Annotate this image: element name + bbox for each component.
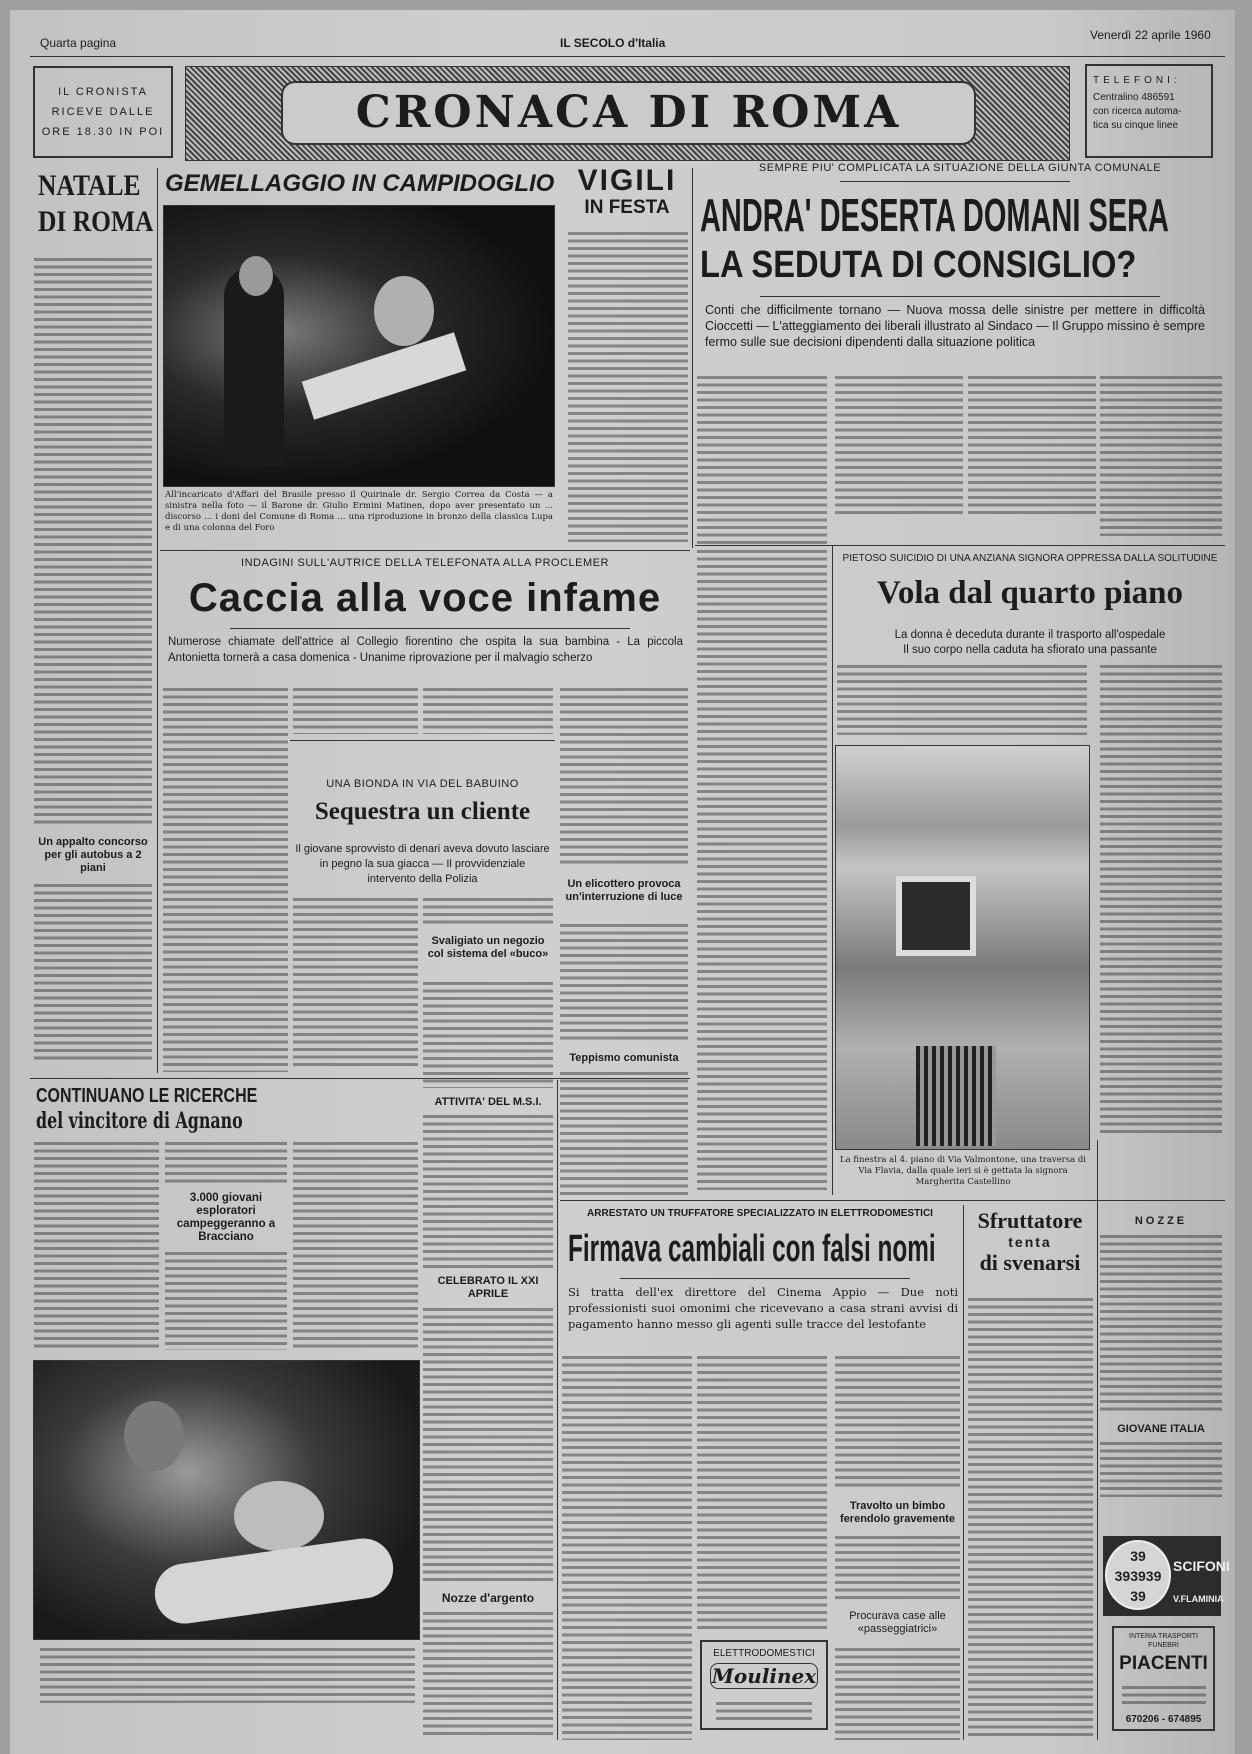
article-text [293,898,418,1070]
headline-line: del vincitore di Agnano [36,1108,243,1134]
section-title: CRONACA DI ROMA [281,81,976,145]
article-text [568,232,688,542]
article-text [423,898,553,928]
vola-caption: La finestra al 4. piano di Via Valmontone, una traversa di Via Flavia, dalla quale ieri si è gettata la signora Margherita Castellino [839,1155,1087,1187]
subhead-autobus: Un appalto concorso per gli autobus a 2 piani [38,836,148,874]
sequestra-headline: Sequestra un cliente [314,798,531,825]
gemellaggio-photo [163,205,555,487]
article-text [34,884,152,1062]
sfruttatore-headline [966,1208,1094,1276]
article-text [1100,1235,1222,1415]
box-line: ORE 18.30 IN POI [41,126,165,138]
subhead-nozze-argento: Nozze d'argento [441,1591,535,1605]
phone-line: tica su cinque linee [1093,120,1179,131]
scifoni-ad [1103,1536,1230,1616]
window-photo [835,745,1090,1150]
film-still-photo [33,1360,420,1640]
article-text [837,665,1087,735]
article-text [835,1648,960,1740]
scifoni-name: SCIFONI [1173,1558,1230,1574]
deck-line: Il suo corpo nella caduta ha sfiorato una passante [903,644,1157,656]
subhead-esploratori: 3.000 giovani esploratori campeggeranno a Bracciano [176,1192,276,1243]
caccia-kicker: INDAGINI SULL'AUTRICE DELLA TELEFONATA ALLA PROCLEMER [241,557,609,569]
headline-line: NATALE [38,169,141,202]
ricerche-headline [36,1084,288,1134]
headline-line: VIGILI [577,164,677,197]
phones-title: TELEFONI: [1093,75,1181,86]
subhead-celebrato: CELEBRATO IL XXI APRILE [437,1275,539,1300]
natale-headline [38,168,156,240]
article-text [34,258,152,828]
article-text [560,924,688,1044]
article-text [968,1298,1093,1740]
subhead-svaligiato: Svaligiato un negozio col sistema del «buco» [427,935,549,960]
article-text [697,376,827,544]
headline-line: tenta [1008,1234,1052,1250]
article-text [968,376,1096,516]
article-text [423,982,553,1088]
paper-name: IL SECOLO d'Italia [560,36,666,50]
article-text [835,376,963,516]
caccia-headline: Caccia alla voce infame [188,576,662,620]
subhead-procurava: Procurava case alle «passeggiatrici» [849,1610,946,1635]
subhead-teppismo: Teppismo comunista [569,1052,679,1064]
headline-line: IN FESTA [584,197,670,218]
reporter-hours-box [33,66,173,158]
vola-headline: Vola dal quarto piano [877,575,1183,611]
firmava-headline: Firmava cambiali con falsi nomi [568,1228,936,1270]
firmava-deck: Si tratta dell'ex direttore del Cinema Appio — Due noti professionisti suoi omonimi che ricevevano a casa strani avvisi di pagamento hanno messo gli agenti sulle tracce del lestofante [568,1285,958,1331]
box-line: RICEVE DALLE [51,106,155,118]
article-text [34,1142,159,1350]
vigili-headline [565,165,689,219]
subhead-giovane-italia: GIOVANE ITALIA [1117,1423,1205,1435]
sequestra-deck: Il giovane sprovvisto di denari aveva dovuto lasciare in pegno la sua giacca — Il provvidenziale intervento della Polizia [295,843,550,885]
article-text [293,688,418,734]
article-text [1100,665,1222,1135]
phone-line: Centralino 486591 [1093,92,1175,103]
article-text [293,1142,418,1350]
box-line: IL CRONISTA [58,86,148,98]
consiglio-deck: Conti che difficilmente tornano — Nuova mossa delle sinistre per mettere in difficoltà Cioccetti — L'atteggiamento dei liberali illustrato al Sindaco — Il Gruppo missino è sempre fermo sulle sue decisioni dipendenti dalla situazione politica [705,303,1205,349]
article-text [165,1252,287,1350]
article-text [423,1308,553,1585]
scifoni-address: V.FLAMINIA [1173,1594,1224,1604]
subhead-elicottero: Un elicottero provoca un'interruzione di luce [565,878,683,903]
article-text [697,550,827,1190]
article-text [423,688,553,734]
page-label: Quarta pagina [40,36,117,50]
vola-kicker: PIETOSO SUICIDIO DI UNA ANZIANA SIGNORA OPPRESSA DALLA SOLITUDINE [842,553,1218,564]
subhead-nozze: NOZZE [1134,1215,1188,1227]
ad-line: INTERIA TRASPORTI FUNEBRI [1129,1633,1198,1649]
article-text [163,688,288,1072]
gemellaggio-caption: All'incaricato d'Affari del Brasile presso il Quirinale dr. Sergio Correa da Costa — a sinistra nella foto — il Barone dr. Giulio Ermini Matinen, dopo aver presentato un ... discorso ... i doni del Comune di Roma ... una riproduzione in bronzo della classica Lupa e di una colonna del Foro [165,490,553,533]
headline-line: DI ROMA [38,205,154,238]
gemellaggio-headline: GEMELLAGGIO IN CAMPIDOGLIO [165,170,555,197]
piacenti-name: PIACENTI [1119,1653,1208,1674]
article-text [560,1072,688,1195]
deck-line: La donna è deceduta durante il trasporto all'ospedale [894,629,1166,641]
moulinex-ad [700,1640,828,1730]
sequestra-kicker: UNA BIONDA IN VIA DEL BABUINO [326,778,519,790]
photo-caption-text [40,1648,415,1703]
article-text [423,1612,553,1737]
subhead-travolto: Travolto un bimbo ferendolo gravemente [840,1500,955,1525]
consiglio-kicker: SEMPRE PIU' COMPLICATA LA SITUAZIONE DELLA GIUNTA COMUNALE [758,162,1162,174]
vola-deck [835,628,1225,658]
headline-line: CONTINUANO LE RICERCHE [36,1085,258,1107]
ad-line: ELETTRODOMESTICI [713,1648,815,1659]
scifoni-number-badge: 39 393939 39 [1105,1540,1171,1610]
article-text [562,1356,692,1740]
issue-date: Venerdì 22 aprile 1960 [1090,28,1211,42]
article-text [423,1115,553,1270]
article-text [1100,1442,1222,1497]
consiglio-headline-2: LA SEDUTA DI CONSIGLIO? [700,244,1137,286]
consiglio-headline-1: ANDRA' DESERTA DOMANI SERA [700,189,1169,241]
article-text [560,688,688,868]
phones-box [1085,64,1213,158]
caccia-deck: Numerose chiamate dell'attrice al Collegio fiorentino che ospita la sua bambina - La piccola Antonietta tornerà a casa domenica - Unanime riprovazione per il malvagio scherzo [168,636,683,664]
article-text [835,1356,960,1490]
article-text [697,1356,827,1630]
subhead-msi: ATTIVITA' DEL M.S.I. [434,1096,542,1108]
phone-line: con ricerca automa- [1093,106,1182,117]
piacenti-ad [1112,1626,1215,1731]
masthead-banner [185,66,1070,161]
headline-line: Sfruttatore [977,1208,1083,1233]
moulinex-logo: Moulinex [711,1664,817,1688]
piacenti-phones: 670206 - 674895 [1125,1714,1202,1725]
article-text [835,1536,960,1602]
firmava-kicker: ARRESTATO UN TRUFFATORE SPECIALIZZATO IN ELETTRODOMESTICI [587,1208,933,1219]
article-text [1100,376,1222,536]
article-text [165,1142,287,1185]
headline-line: di svenarsi [979,1250,1081,1275]
